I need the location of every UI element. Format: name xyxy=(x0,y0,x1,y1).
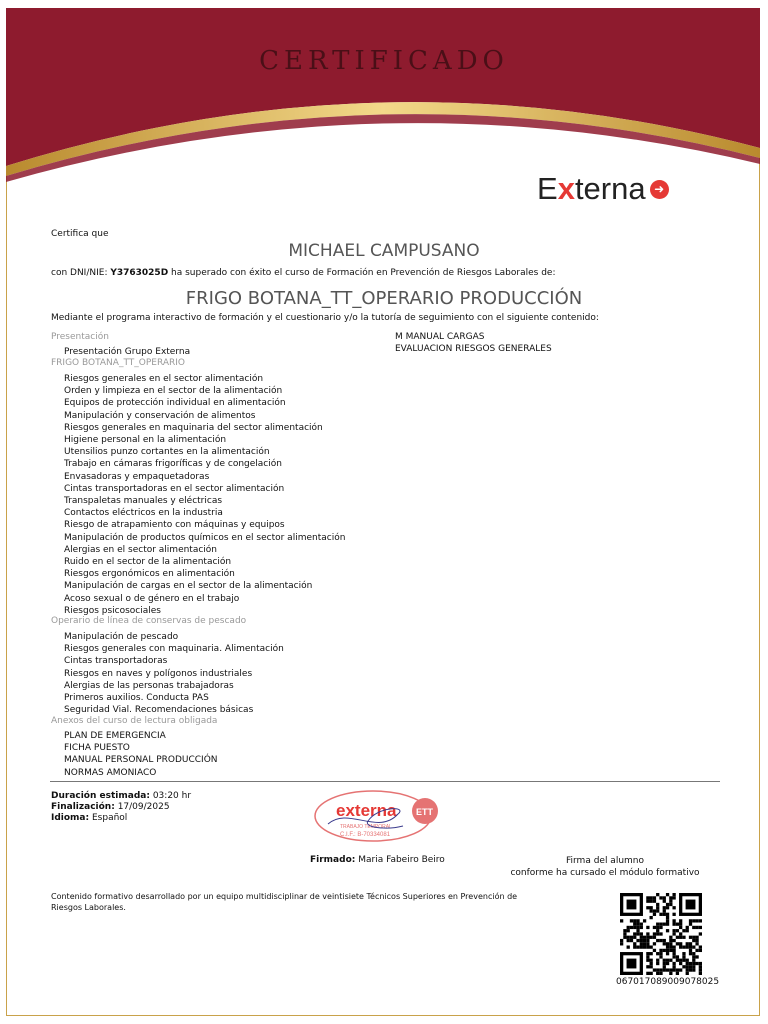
list-item: Riesgos generales en el sector alimentación xyxy=(64,374,264,384)
list-item: MANUAL PERSONAL PRODUCCIÓN xyxy=(64,755,218,766)
externa-logo: E x terna ➜ xyxy=(537,158,707,220)
dni-value: Y3763025D xyxy=(110,268,169,278)
list-item: Alergias en el sector alimentación xyxy=(64,544,218,555)
list-frigo xyxy=(64,373,345,617)
list-item: Manipulación de cargas en el sector de la alimentación xyxy=(64,581,313,592)
svg-text:ETT: ETT xyxy=(416,807,433,817)
right-column-list xyxy=(395,331,552,355)
list-item: Utensilios punzo cortantes en la alimentación xyxy=(64,447,270,458)
list-item: FICHA PUESTO xyxy=(64,743,130,754)
list-item: PLAN DE EMERGENCIA xyxy=(64,731,166,741)
section-heading-frigo: FRIGO BOTANA_TT_OPERARIO xyxy=(51,358,186,368)
list-item: NORMAS AMONIACO xyxy=(64,767,157,778)
list-item: Acoso sexual o de género en el trabajo xyxy=(64,593,240,604)
student-signature-note: Firma del alumno conforme ha cursado el módulo formativo xyxy=(510,856,700,878)
list-item: Riesgos generales con maquinaria. Alimentación xyxy=(64,644,284,655)
footer-text: Contenido formativo desarrollado por un equipo multidisciplinar de veintisiete Técnicos Superiores en Prevención de Riesgos Laborales. xyxy=(51,892,518,912)
list-item: Alergias de las personas trabajadoras xyxy=(64,680,234,691)
svg-text:externa: externa xyxy=(336,801,397,820)
company-stamp xyxy=(308,786,468,846)
list-item: Manipulación de pescado xyxy=(64,632,179,642)
list-item: EVALUACION RIESGOS GENERALES xyxy=(395,344,552,355)
list-item: Manipulación de productos químicos en el sector alimentación xyxy=(64,532,346,543)
dni-line: con DNI/NIE: Y3763025D ha superado con éxito el curso de Formación en Prevención de Riesgos Laborales de: xyxy=(51,268,556,278)
list-item: Ruido en el sector de la alimentación xyxy=(64,557,232,568)
course-details: Duración estimada: 03:20 hr Finalización: 17/09/2025 Idioma: Español xyxy=(51,791,192,823)
list-item: Riesgos en naves y polígonos industriales xyxy=(64,668,253,679)
student-name: MICHAEL CAMPUSANO xyxy=(288,241,480,261)
list-item: Riesgo de atrapamiento con máquinas y equipos xyxy=(64,520,285,531)
list-item: Riesgos psicosociales xyxy=(64,605,161,616)
list-anexos xyxy=(64,730,218,779)
divider xyxy=(50,781,720,782)
list-item: Higiene personal en la alimentación xyxy=(64,435,227,446)
list-operario xyxy=(64,631,284,716)
section-heading-anexos: Anexos del curso de lectura obligada xyxy=(51,716,218,726)
verification-code: 067017089009078025 xyxy=(616,977,720,987)
list-item: Cintas transportadoras en el sector alimentación xyxy=(64,483,285,494)
program-text: Mediante el programa interactivo de formación y el cuestionario y/o la tutoría de seguimiento con el siguiente contenido: xyxy=(51,313,599,323)
list-item: Orden y limpieza en el sector de la alimentación xyxy=(64,386,283,397)
intro-text: Certifica que xyxy=(51,229,109,239)
certificate-title: CERTIFICADO xyxy=(259,46,509,76)
list-item: Primeros auxilios. Conducta PAS xyxy=(64,693,209,704)
list-item: Seguridad Vial. Recomendaciones básicas xyxy=(64,705,254,716)
section-heading-presentacion: Presentación xyxy=(51,332,109,342)
qr-code xyxy=(618,893,704,975)
course-title: FRIGO BOTANA_TT_OPERARIO PRODUCCIÓN xyxy=(185,288,583,309)
svg-text:TRABAJO TEMPORAL: TRABAJO TEMPORAL xyxy=(340,824,392,830)
section-heading-operario: Operario de línea de conservas de pescado xyxy=(51,616,247,626)
list-item: Transpaletas manuales y eléctricas xyxy=(64,496,223,507)
list-presentacion xyxy=(64,346,190,358)
list-item: Equipos de protección individual en alimentación xyxy=(64,398,286,409)
list-item: Manipulación y conservación de alimentos xyxy=(64,410,256,421)
list-item: Trabajo en cámaras frigoríficas y de congelación xyxy=(64,459,282,470)
list-item: M MANUAL CARGAS xyxy=(395,332,485,342)
list-item: Contactos eléctricos en la industria xyxy=(64,508,223,519)
svg-text:C.I.F.: B-70334081: C.I.F.: B-70334081 xyxy=(340,832,391,838)
arrow-circle-icon: ➜ xyxy=(650,180,669,199)
list-item: Riesgos ergonómicos en alimentación xyxy=(64,569,235,580)
list-item: Riesgos generales en maquinaria del sector alimentación xyxy=(64,422,323,433)
list-item: Envasadoras y empaquetadoras xyxy=(64,471,210,482)
signed-by: Firmado: Maria Fabeiro Beiro xyxy=(310,855,445,865)
list-item: Presentación Grupo Externa xyxy=(64,347,191,357)
list-item: Cintas transportadoras xyxy=(64,656,168,667)
